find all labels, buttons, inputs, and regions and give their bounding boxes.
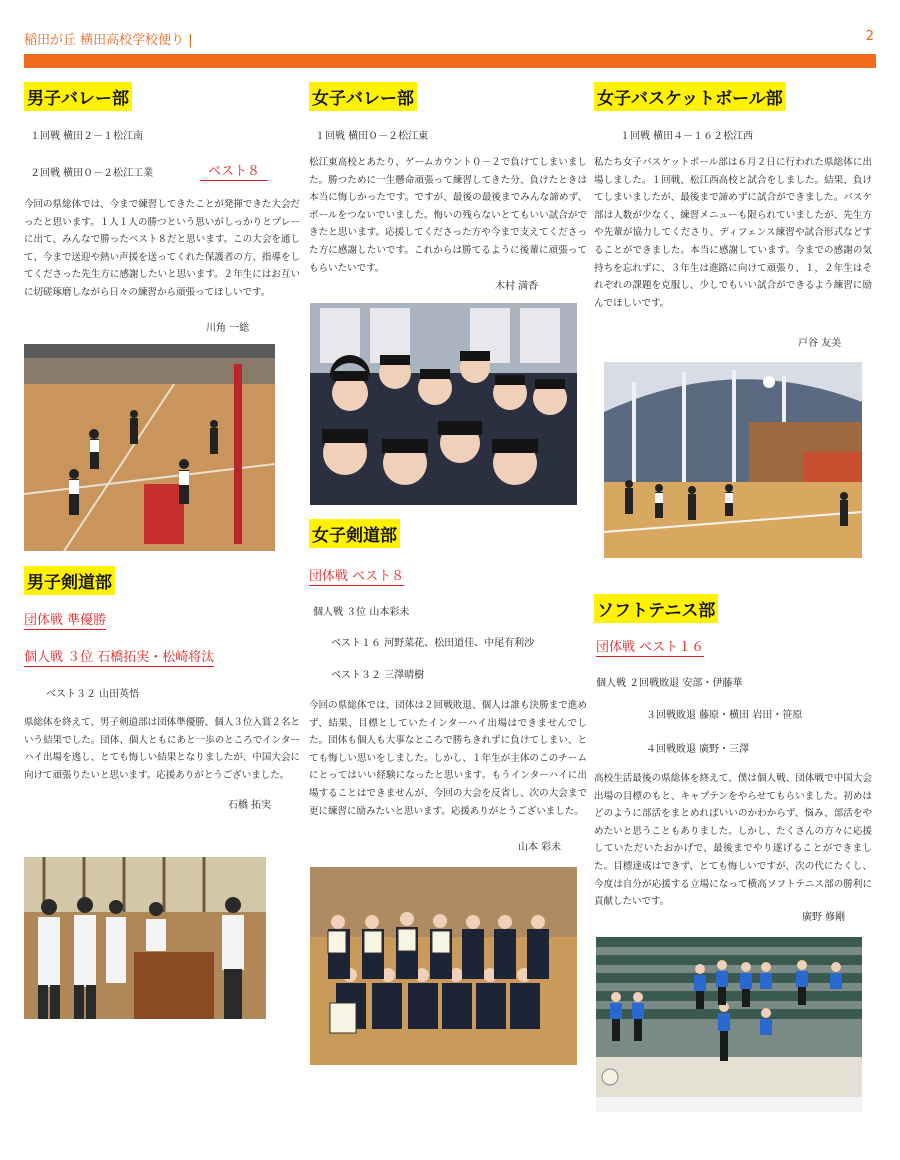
tennis-signature: 廣野 修剛 bbox=[802, 912, 846, 923]
newsletter-title: 稲田が丘 横田高校学校便り | bbox=[24, 33, 193, 48]
heading-boys-volleyball: 男子バレー部 bbox=[24, 82, 132, 111]
boys-volley-report: 今回の県総体では、今まで練習してきたことが発揮できた大会だったと思います。１人１人の勝つという思いがしっかりとプレーに出て、みんなで勝ったベスト８だと思います。この大会を通して、今まで送迎や熱い声援を送ってくれた保護者の方、指導をしてくださった先生方に感謝したいと思います。２年生にはお互いに切磋琢磨しながら日々の練習から頑張ってほしいです。 bbox=[24, 199, 300, 298]
boys-kendo-individual-result: 個人戦 ３位 石橋拓実・松崎将汰 bbox=[24, 646, 214, 667]
heading-girls-kendo: 女子剣道部 bbox=[309, 519, 400, 548]
boys-volley-round1: １回戦 横田２－１松江南 bbox=[30, 131, 144, 142]
boys-volley-signature: 川角 一総 bbox=[206, 323, 250, 334]
girls-kendo-team-result: 団体戦 ベスト８ bbox=[309, 565, 404, 586]
heading-soft-tennis: ソフトテニス部 bbox=[594, 594, 718, 623]
boys-kendo-signature: 石橋 拓実 bbox=[228, 800, 272, 811]
girls-basket-report: 私たち女子バスケットボール部は６月２日に行われた県総体に出場しました。１回戦、松江西高校と試合をしました。結果、負けてしまいましたが、最後まで諦めずに試合ができました。バスケ部は人数が少なく、練習メニューも限られていましたが、先生方や先輩が協力してくださり、ディフェンス練習や試合形式などすることができました。本当に感謝しています。今までの感謝の気持ちを忘れずに、３年生は進路に向けて頑張り、１，２年生はそれぞれの課題を克服し、少しでもいい試合ができるよう練習に励んでほしいです。 bbox=[594, 157, 872, 309]
tennis-individual-round4: ４回戦敗退 廣野・三澤 bbox=[646, 744, 750, 755]
girls-kendo-report: 今回の県総体では、団体は２回戦敗退、個人は誰も決勝まで進めず、結果、目標としていたインターハイ出場はできませんでした。団体も個人も大事なところで勝ちきれずに負けてしまい、とても悔しい思いをしました。しかし、１年生が主体のこのチームにとってはいい経験になったと思います。もうインターハイに出場することはできませんが、今回の大会を反省し、次の大会まで更に練習に励みたいと思います。応援ありがとうございました。 bbox=[309, 700, 587, 817]
heading-girls-volleyball: 女子バレー部 bbox=[309, 82, 417, 111]
boys-volley-best: ベスト８ bbox=[200, 160, 268, 181]
tennis-individual-round2: 個人戦 ２回戦敗退 安部・伊藤華 bbox=[596, 678, 743, 689]
boys-volley-round2: ２回戦 横田０－２松江工業 bbox=[30, 168, 154, 179]
tennis-individual-round3: ３回戦敗退 藤原・横田 岩田・笹原 bbox=[646, 710, 803, 721]
girls-kendo-signature: 山本 彩未 bbox=[518, 842, 562, 853]
tennis-report: 高校生活最後の県総体を終えて、僕は個人戦、団体戦で中国大会出場の目標のもと、キャプテンをやらせてもらいました。初めはどのように部活をまとめればいいのかわからず、悩み、部活をやめたいと思うこともありました。しかし、たくさんの方々に応援していただいたおかげで、最後までやり遂げることができました。目標達成はできず、とても悔しいですが、次の代にたくし、今度は自分が応援する立場になって横高ソフトテニス部の勝利に貢献したいです。 bbox=[594, 773, 872, 908]
header-bar bbox=[24, 54, 876, 68]
boys-kendo-team-result: 団体戦 準優勝 bbox=[24, 609, 106, 630]
girls-basket-signature: 戸谷 友美 bbox=[798, 338, 842, 349]
boys-volleyball-photo bbox=[24, 344, 275, 551]
girls-kendo-team-photo bbox=[310, 867, 577, 1065]
heading-girls-basketball: 女子バスケットボール部 bbox=[594, 82, 786, 111]
girls-volley-round1: １回戦 横田０－２松江東 bbox=[315, 131, 429, 142]
boys-kendo-best32: ベスト３２ 山田英悟 bbox=[46, 689, 140, 700]
heading-boys-kendo: 男子剣道部 bbox=[24, 566, 115, 595]
tennis-team-result: 団体戦 ベスト１６ bbox=[596, 636, 704, 657]
girls-volley-report: 松江東高校とあたり、ゲームカウント０－２で負けてしまいました。勝つために一生懸命頑張って練習してきた分、負けたときは本当に悔しかったです。ですが、最後の最後までみんな諦めず、ボールをつないでいました。悔いの残らないとてもいい試合ができたと思います。応援してくださった方や今まで支えてくださった方に感謝したいです。これからは勝てるように後輩に頑張ってもらいたいです。 bbox=[309, 157, 587, 274]
girls-basketball-gym-photo bbox=[604, 362, 862, 558]
girls-kendo-best32: ベスト３２ 三澤晴樹 bbox=[331, 670, 425, 681]
soft-tennis-team-photo bbox=[596, 937, 862, 1112]
page-number: 2 bbox=[865, 29, 874, 44]
boys-kendo-report: 県総体を終えて、男子剣道部は団体準優勝、個人３位入賞２名という結果でした。団体、個人ともにあと一歩のところでインターハイ出場を逃し、とても悔しい結果となりましたが、中国大会に向けて頑張りたいと思います。応援ありがとうございました。 bbox=[24, 717, 300, 781]
girls-volleyball-group-photo bbox=[310, 303, 577, 505]
girls-volley-signature: 木村 満香 bbox=[495, 281, 539, 292]
girls-basket-round1: １回戦 横田４－１６２松江西 bbox=[620, 131, 754, 142]
girls-kendo-best16: ベスト１６ 河野菜花、松田道佳、中尾有利沙 bbox=[331, 638, 535, 649]
boys-kendo-award-photo bbox=[24, 857, 266, 1019]
girls-kendo-individual: 個人戦 ３位 山本彩未 bbox=[313, 607, 410, 618]
